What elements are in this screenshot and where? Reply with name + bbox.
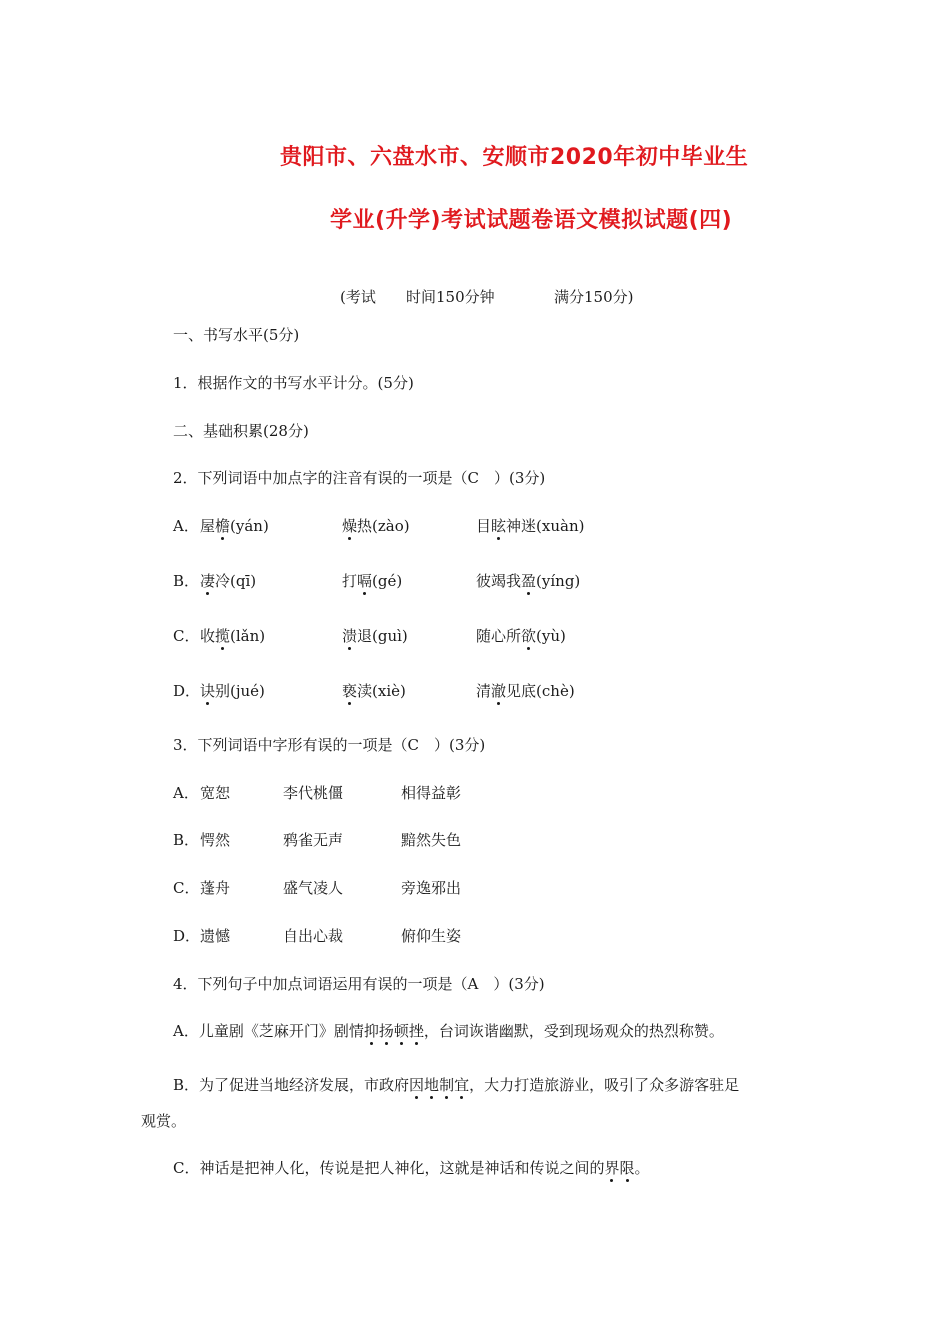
emphasis-char: 亵 — [342, 682, 358, 700]
emphasis-char: 溃 — [342, 627, 358, 645]
option-word-2: 亵渎(xiè) — [342, 682, 406, 700]
q4-option-b-continued: 观赏。 — [141, 1112, 187, 1130]
option-word-2: 李代桃僵 — [283, 784, 344, 802]
emphasis-char: 揽 — [215, 627, 231, 645]
question-3-stem: 3．下列词语中字形有误的一项是（C ）(3分) — [173, 736, 486, 754]
emphasis-char: 盈 — [521, 572, 537, 590]
option-letter: C． — [173, 627, 200, 645]
section1-heading: 一、书写水平(5分) — [173, 326, 300, 344]
option-word-2: 盛气凌人 — [283, 879, 344, 897]
option-word-1: 蓬舟 — [200, 879, 231, 897]
emphasis-char: 地 — [424, 1076, 440, 1094]
option-letter: D． — [173, 682, 201, 700]
option-word-2: 自出心裁 — [283, 927, 344, 945]
question-1: 1．根据作文的书写水平计分。(5分) — [173, 374, 414, 392]
emphasis-char: 扬 — [378, 1022, 394, 1040]
option-word-2: 打嗝(gé) — [342, 572, 403, 590]
question-4-stem: 4．下列句子中加点词语运用有误的一项是（A ）(3分) — [173, 975, 545, 993]
emphasis-char: 燥 — [342, 517, 358, 535]
emphasis-phrase — [409, 1076, 469, 1094]
option-word-3: 黯然失色 — [401, 831, 462, 849]
emphasis-char: 挫 — [408, 1022, 424, 1040]
option-word-1: 收揽(lǎn) — [200, 627, 266, 645]
emphasis-phrase — [604, 1159, 634, 1177]
option-letter: B． — [173, 572, 200, 590]
emphasis-char: 诀 — [200, 682, 216, 700]
emphasis-char: 嗝 — [357, 572, 373, 590]
exam-info-label: (考试 — [340, 288, 376, 306]
emphasis-char: 制 — [439, 1076, 455, 1094]
option-word-3: 旁逸邪出 — [401, 879, 462, 897]
option-word-3: 随心所欲(yù) — [476, 627, 566, 645]
option-word-1: 愕然 — [200, 831, 231, 849]
exam-info-time: 时间150分钟 — [406, 288, 495, 306]
emphasis-char: 澈 — [491, 682, 507, 700]
emphasis-char: 限 — [619, 1159, 635, 1177]
question-2-stem: 2．下列词语中加点字的注音有误的一项是（C ）(3分) — [173, 469, 546, 487]
emphasis-char: 界 — [604, 1159, 620, 1177]
q4-option-c: C．神话是把神人化，传说是把人神化，这就是神话和传说之间的界限。 — [173, 1159, 650, 1177]
emphasis-char: 宜 — [454, 1076, 470, 1094]
emphasis-char: 眩 — [491, 517, 507, 535]
emphasis-phrase — [364, 1022, 424, 1040]
option-word-3: 俯仰生姿 — [401, 927, 462, 945]
option-letter: A． — [173, 784, 199, 802]
option-word-1: 诀别(jué) — [200, 682, 265, 700]
option-word-3: 目眩神迷(xuàn) — [476, 517, 585, 535]
option-word-1: 屋檐(yán) — [200, 517, 269, 535]
option-word-1: 凄冷(qī) — [200, 572, 257, 590]
section2-heading: 二、基础积累(28分) — [173, 422, 309, 440]
option-word-3: 相得益彰 — [401, 784, 462, 802]
option-word-2: 鸦雀无声 — [283, 831, 344, 849]
emphasis-char: 檐 — [215, 517, 231, 535]
option-word-2: 燥热(zào) — [342, 517, 410, 535]
option-word-2: 溃退(guì) — [342, 627, 408, 645]
option-letter: B． — [173, 831, 200, 849]
emphasis-char: 欲 — [521, 627, 537, 645]
document-title-line2: 学业(升学)考试试题卷语文模拟试题(四) — [330, 208, 733, 233]
option-word-1: 宽恕 — [200, 784, 231, 802]
emphasis-char: 因 — [409, 1076, 425, 1094]
emphasis-char: 顿 — [393, 1022, 409, 1040]
option-letter: A． — [173, 517, 199, 535]
option-word-3: 清澈见底(chè) — [476, 682, 575, 700]
option-letter: C． — [173, 879, 200, 897]
option-word-3: 彼竭我盈(yíng) — [476, 572, 581, 590]
emphasis-char: 凄 — [200, 572, 216, 590]
exam-info-score: 满分150分) — [554, 288, 634, 306]
q4-option-a: A．儿童剧《芝麻开门》剧情抑扬顿挫，台词诙谐幽默，受到现场观众的热烈称赞。 — [173, 1022, 724, 1040]
option-word-1: 遗憾 — [200, 927, 231, 945]
q4-option-b: B．为了促进当地经济发展，市政府因地制宜，大力打造旅游业，吸引了众多游客驻足 — [173, 1076, 740, 1094]
option-letter: D． — [173, 927, 201, 945]
emphasis-char: 抑 — [363, 1022, 379, 1040]
document-title-line1: 贵阳市、六盘水市、安顺市2020年初中毕业生 — [280, 145, 749, 170]
